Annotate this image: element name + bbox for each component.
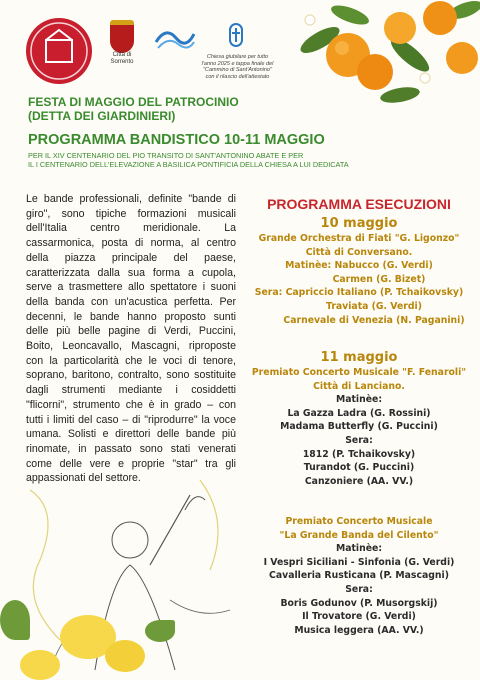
day1-sera-2: Traviata (G. Verdi) <box>326 300 422 312</box>
day3-matinee-2: Cavalleria Rusticana (P. Mascagni) <box>269 570 449 582</box>
city-logo-caption: Città di Sorrento <box>110 52 134 65</box>
wave-logo-icon <box>152 24 196 54</box>
day3-block <box>248 515 470 637</box>
jubilee-logo-icon <box>225 20 247 52</box>
day1-matinee-1: Matinèe: Nabucco (G. Verdi) <box>285 260 433 272</box>
day2-sera-3: Canzoniere (AA. VV.) <box>304 475 414 487</box>
lemon-decoration <box>20 650 60 680</box>
day3-sera-2: Il Trovatore (G. Verdi) <box>302 611 416 623</box>
day2-sera-2: Turandot (G. Puccini) <box>303 462 415 474</box>
day3-sera-label: Sera: <box>345 583 373 595</box>
leaf-decoration <box>0 600 30 640</box>
program-list-title: PROGRAMMA ESECUZIONI <box>267 196 451 212</box>
day2-date: 11 maggio <box>320 350 398 365</box>
day2-block <box>248 350 470 488</box>
day1-sera-3: Carnevale di Venezia (N. Paganini) <box>283 314 465 326</box>
day1-block <box>248 216 470 327</box>
day2-matinee-2: Madama Butterfly (G. Puccini) <box>280 421 438 433</box>
day2-band: Premiato Concerto Musicale "F. Fenaroli" <box>251 367 467 378</box>
intro-paragraph: Le bande professionali, definite "bande di giro", sono tipiche formazioni musicali dell'Italia centro meridionale. La cassarmonica, posta di norma, al centro della piazza principale del paese, caratterizzata dalla sua forma a cupola, serve a trasmettere allo spettatore i suoni della banda con un'acustica perfetta. Per decenni, le bande hanno proposto sunti delle più belle pagine di Verdi, Puccini, Boito, Leoncavallo, Mascagni, riproposte con la particolarità che le voci di tenore, soprano, baritono, contralto, sono sostituite dagli strumenti mediante i cosiddetti "flicorni", strumento che è in grado – con tutti i limiti del caso – di "riprodurre" la voce umana. Solisti e direttori delle bande più rinomate, in passato sono stati venerati come delle vere e proprie "star" tra gli appassionati del settore. <box>26 193 236 485</box>
dedication-line-2: IL I CENTENARIO DELL'ELEVAZIONE A BASILICA PONTIFICIA DELLA CHIESA A LUI DEDICATA <box>28 160 349 169</box>
day3-sera-1: Boris Godunov (P. Musorgskij) <box>280 597 438 609</box>
leaf-decoration <box>145 620 175 642</box>
day3-matinee-1: I Vespri Siciliani - Sinfonia (G. Verdi) <box>263 556 455 568</box>
day1-matinee-2: Carmen (G. Bizet) <box>332 273 426 285</box>
day3-band-1: Premiato Concerto Musicale <box>285 516 433 527</box>
lemon-decoration <box>105 640 145 672</box>
festival-logo <box>26 18 92 84</box>
day3-band-2: "La Grande Banda del Cilento" <box>279 529 439 541</box>
day2-sera-label: Sera: <box>345 434 373 446</box>
festival-emblem-icon <box>26 18 92 84</box>
program-heading: PROGRAMMA BANDISTICO 10-11 MAGGIO <box>28 132 325 148</box>
day2-matinee-1: La Gazza Ladra (G. Rossini) <box>287 407 431 419</box>
day2-sera-1: 1812 (P. Tchaikovsky) <box>302 448 416 460</box>
day1-city: Città di Conversano. <box>305 246 413 258</box>
sorrento-crest-icon <box>110 20 134 53</box>
festival-title: FESTA DI MAGGIO DEL PATROCINIO <box>28 95 239 109</box>
festival-subtitle: (DETTA DEI GIARDINIERI) <box>28 109 176 123</box>
day3-matinee-label: Matinèe: <box>335 543 383 555</box>
day2-city: Città di Lanciano. <box>313 380 405 392</box>
day2-matinee-label: Matinèe: <box>335 394 383 406</box>
day1-sera-1: Sera: Capriccio Italiano (P. Tchaikovsky) <box>254 287 464 299</box>
orange-branch-decoration <box>290 0 480 110</box>
day1-band: Grande Orchestra di Fiati "G. Ligonzo" <box>258 233 460 244</box>
dedication-line-1: PER IL XIV CENTENARIO DEL PIO TRANSITO DI SANT'ANTONINO ABATE E PER <box>28 151 304 160</box>
day3-sera-3: Musica leggera (AA. VV.) <box>294 624 424 636</box>
day1-date: 10 maggio <box>320 216 398 231</box>
jubilee-caption: Chiesa giubilare per tutto l'anno 2025 e tappa finale del "Cammino di Sant'Antonino" con il rilascio dell'attestato <box>201 54 274 80</box>
